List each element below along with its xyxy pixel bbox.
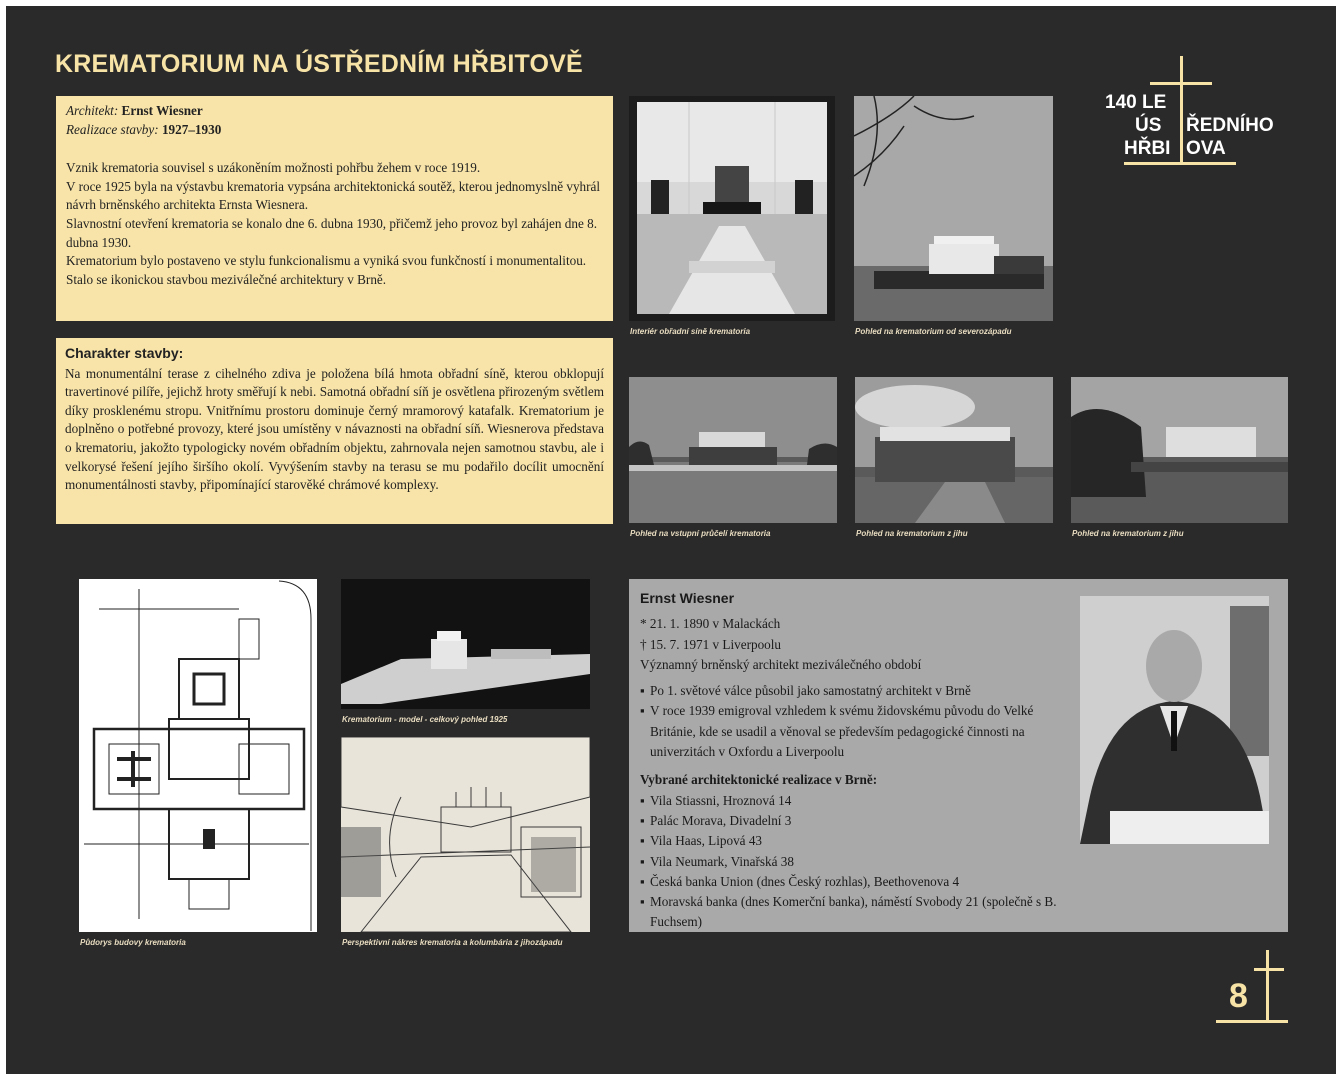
bio-fact: ▪ Po 1. světové válce působil jako samostatný architekt v Brně	[640, 681, 1060, 701]
caption-sketch: Perspektivní nákres krematoria a kolumbária z jihozápadu	[342, 938, 563, 947]
realization-label: Realizace stavby:	[66, 121, 159, 137]
page-title: KREMATORIUM NA ÚSTŘEDNÍM HŘBITOVĚ	[55, 50, 583, 78]
info-paragraph: Krematorium bylo postaveno ve stylu funkcionalismu a vyniká svou funkčností i monumentalitou. Stalo se ikonickou stavbou meziválečné architektury v Brně.	[66, 253, 587, 287]
bio-description: Významný brněnský architekt meziválečného období	[640, 656, 922, 672]
page-number-badge	[1214, 950, 1290, 1024]
logo-text-2b: ŘEDNÍHO	[1186, 115, 1274, 136]
sketch-perspective	[341, 737, 590, 932]
realization-years: 1927–1930	[161, 121, 222, 137]
caption-interior: Interiér obřadní síně krematoria	[630, 327, 751, 336]
bio-fact: ▪ V roce 1939 emigroval vzhledem k svému židovskému původu do Velké Británie, kde se usadil a věnoval se především pedagogické činnosti na univerzitách v Oxfordu a Liverpoolu	[640, 701, 1060, 762]
photo-interior	[629, 96, 835, 321]
work-item: ▪ Palác Morava, Divadelní 3	[640, 811, 1277, 831]
page-number: 8	[1229, 977, 1248, 1015]
caption-south-1: Pohled na krematorium z jihu	[856, 529, 968, 538]
character-box	[56, 338, 613, 524]
photo-northwest	[854, 96, 1053, 321]
photo-south-2	[1071, 377, 1288, 523]
architect-name: Ernst Wiesner	[121, 103, 203, 118]
logo-text-3b: OVA	[1186, 138, 1226, 159]
character-heading: Charakter stavby:	[65, 345, 184, 361]
info-box	[56, 96, 613, 321]
bio-born: * 21. 1. 1890 v Malackách	[640, 616, 781, 632]
works-heading: Vybrané architektonické realizace v Brně:	[640, 772, 878, 788]
info-paragraph: Slavnostní otevření krematoria se konalo dne 6. dubna 1930, přičemž jeho provoz byl zahájen dne 8. dubna 1930.	[66, 215, 598, 250]
work-item: ▪ Vila Stiassni, Hroznová 14	[640, 791, 1277, 811]
work-item: ▪ Moravská banka (dnes Komerční banka), náměstí Svobody 21 (společně s B. Fuchsem)	[640, 892, 1070, 933]
bio-died: † 15. 7. 1971 v Liverpoolu	[640, 636, 782, 652]
caption-northwest: Pohled na krematorium od severozápadu	[855, 327, 1012, 336]
logo-text-1a: 140 LE	[1105, 92, 1167, 113]
photo-south-1	[855, 377, 1053, 523]
caption-entrance: Pohled na vstupní průčelí krematoria	[630, 529, 771, 538]
work-item: ▪ Česká banka Union (dnes Český rozhlas), Beethovenova 4	[640, 872, 1277, 892]
caption-south-2: Pohled na krematorium z jihu	[1072, 529, 1184, 538]
caption-plan: Půdorys budovy krematoria	[80, 938, 186, 947]
info-paragraph: Vznik krematoria souvisel s uzákoněním možnosti pohřbu žehem v roce 1919.	[66, 160, 481, 176]
logo-text-3a: HŘBI	[1124, 138, 1171, 159]
cross-icon	[1214, 950, 1290, 1024]
work-item: ▪ Vila Neumark, Vinařská 38	[640, 852, 1277, 872]
logo-text-2a: ÚS	[1135, 115, 1162, 136]
anniversary-logo	[1100, 56, 1300, 170]
info-paragraph: V roce 1925 byla na výstavbu krematoria vypsána architektonická soutěž, kterou jednomyslně vyhrál návrh brněnského architekta Ernsta Wiesnera.	[66, 178, 601, 213]
architect-label: Architekt:	[66, 103, 119, 118]
portrait-photo	[1080, 596, 1269, 844]
character-text: Na monumentální terase z cihelného zdiva je položena bílá hmota obřadní síně, kterou obklopují travertinové pilíře, jejichž hroty směřují k nebi. Samotná obřadní síň je osvětlena přirozeným světlem díky prosklenému stropu. Vnitřnímu prostoru dominuje černý mramorový katafalk. Krematorium je doplněno o potřebné provozy, které jsou umístěny v návaznosti na obřadní síň. Wiesnerova představa o krematoriu, jakožto typologicky novém obřadním objektu, zahrnovala nejen samotnou stavbu, ale i velkorysé řešení jejího širšího okolí. Vyvýšením stavby na terasu se mu podařilo docílit umocnění monumentálnosti stavby, připomínající starověké chrámové komplexy.	[65, 365, 604, 493]
work-item: ▪ Vila Haas, Lipová 43	[640, 831, 1277, 851]
photo-model	[341, 579, 590, 709]
photo-entrance	[629, 377, 837, 523]
floor-plan-drawing	[79, 579, 317, 932]
bio-name: Ernst Wiesner	[640, 590, 735, 606]
caption-model: Krematorium - model - celkový pohled 1925	[342, 715, 508, 724]
